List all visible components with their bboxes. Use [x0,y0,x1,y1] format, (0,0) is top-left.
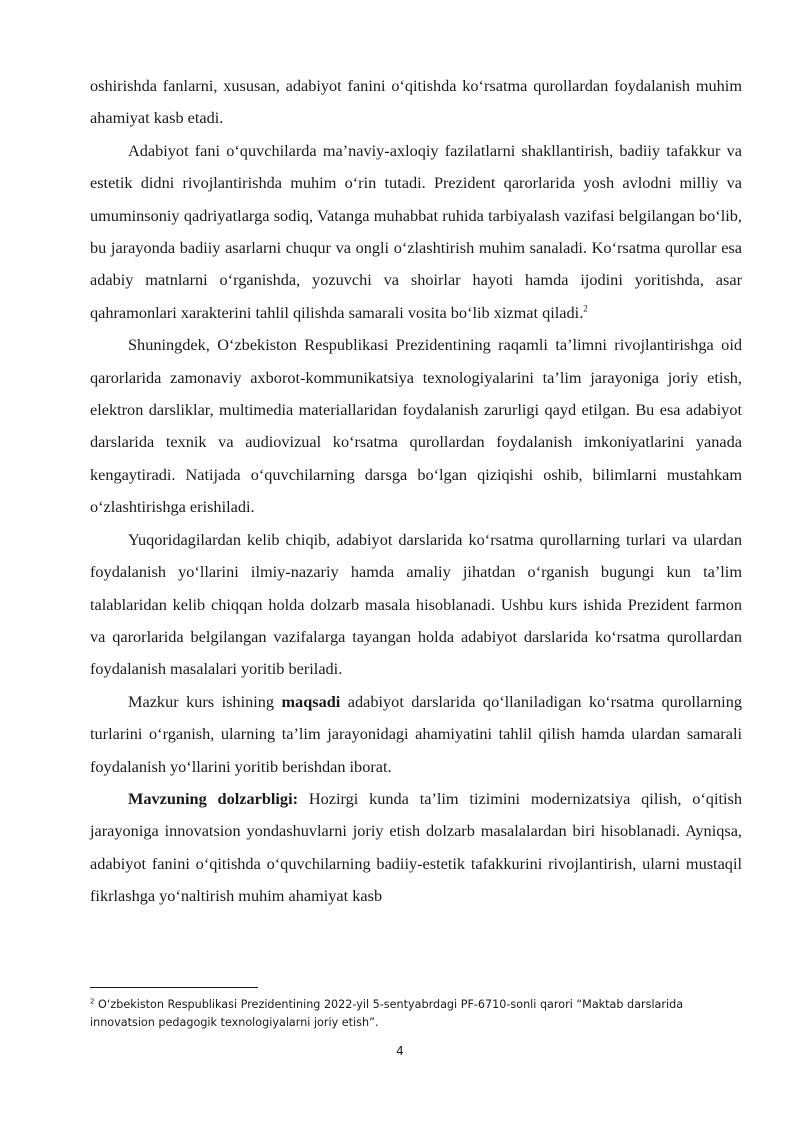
paragraph-5-text-end: adabiyot darslarida qo‘llaniladigan ko‘rsatma qurollarning turlarini o‘rganish, ularning ta’lim jarayonidagi ahamiyatini tahlil qilish hamda ulardan samarali foydalanish yo‘llarini yoritib berishdan iborat. [90,691,742,776]
aim-keyword: maqsadi [281,691,341,711]
page-number: 4 [396,1044,404,1058]
paragraph-3-text: Shuningdek, O‘zbekiston Respublikasi Prezidentining raqamli ta’limni rivojlantirishga oid qarorlarida zamonaviy axborot-kommunikatsiya texnologiyalarini ta’lim jarayoniga joriy etish, elektron darsliklar, multimedia materiallaridan foydalanish zarurligi qayd etilgan. Bu esa adabiyot darslarida texnik va audiovizual ko‘rsatma qurollardan foydalanish imkoniyatlarini yanada kengaytiradi. Natijada o‘quvchilarning darsga bo‘lgan qiziqishi oshib, bilimlarni mustahkam o‘zlashtirishga erishiladi. [90,335,742,517]
paragraph-6-text: Hozirgi kunda ta’lim tizimini modernizatsiya qilish, o‘qitish jarayoniga innovatsion yondashuvlarni joriy etish dolzarb masalalardan biri hisoblanadi. Ayniqsa, adabiyot fanini o‘qitishda o‘quvchilarning badiiy-estetik tafakkurini rivojlantirish, ularni mustaqil fikrlashga yo‘naltirish muhim ahamiyat kasb [90,788,742,906]
paragraph-1 [90,70,742,135]
footnote-separator [90,987,258,988]
relevance-heading: Mavzuning dolzarbligi: [128,788,299,808]
footnote-marker: 2 [90,997,95,1006]
paragraph-2 [90,135,742,329]
footnote-reference[interactable]: 2 [583,303,588,314]
paragraph-6 [90,783,742,913]
paragraph-1-text: oshirishda fanlarni, xususan, adabiyot fanini o‘qitishda ko‘rsatma qurollardan foydalanish muhim ahamiyat kasb etadi. [90,76,742,128]
footnote [90,996,742,1032]
document-body [90,70,742,913]
paragraph-5 [90,686,742,783]
paragraph-4-text: Yuqoridagilardan kelib chiqib, adabiyot darslarida ko‘rsatma qurollarning turlari va ulardan foydalanish yo‘llarini ilmiy-nazariy hamda amaliy jihatdan o‘rganish bugungi kun ta’lim talablaridan kelib chiqqan holda dolzarb masala hisoblanadi. Ushbu kurs ishida Prezident farmon va qarorlarida belgilangan vazifalarga tayangan holda adabiyot darslarida ko‘rsatma qurollardan foydalanish masalalari yoritib beriladi. [90,529,742,679]
paragraph-4 [90,524,742,686]
paragraph-3 [90,329,742,523]
paragraph-5-text-start: Mazkur kurs ishining [128,691,282,711]
paragraph-2-text: Adabiyot fani o‘quvchilarda ma’naviy-axloqiy fazilatlarni shakllantirish, badiiy tafakkur va estetik didni rivojlantirishda muhim o‘rin tutadi. Prezident qarorlarida yosh avlodni milliy va umuminsoniy qadriyatlarga sodiq, Vatanga muhabbat ruhida tarbiyalash vazifasi belgilangan bo‘lib, bu jarayonda badiiy asarlarni chuqur va ongli o‘zlashtirish muhim sanaladi. Ko‘rsatma qurollar esa adabiy matnlarni o‘rganishda, yozuvchi va shoirlar hayoti hamda ijodini yoritishda, asar qahramonlari xarakterini tahlil qilishda samarali vosita bo‘lib xizmat qiladi. [90,140,742,322]
footnote-text: O‘zbekiston Respublikasi Prezidentining 2022-yil 5-sentyabrdagi PF-6710-sonli qarori “Maktab darslarida innovatsion pedagogik texnologiyalarni joriy etish”. [90,998,684,1029]
